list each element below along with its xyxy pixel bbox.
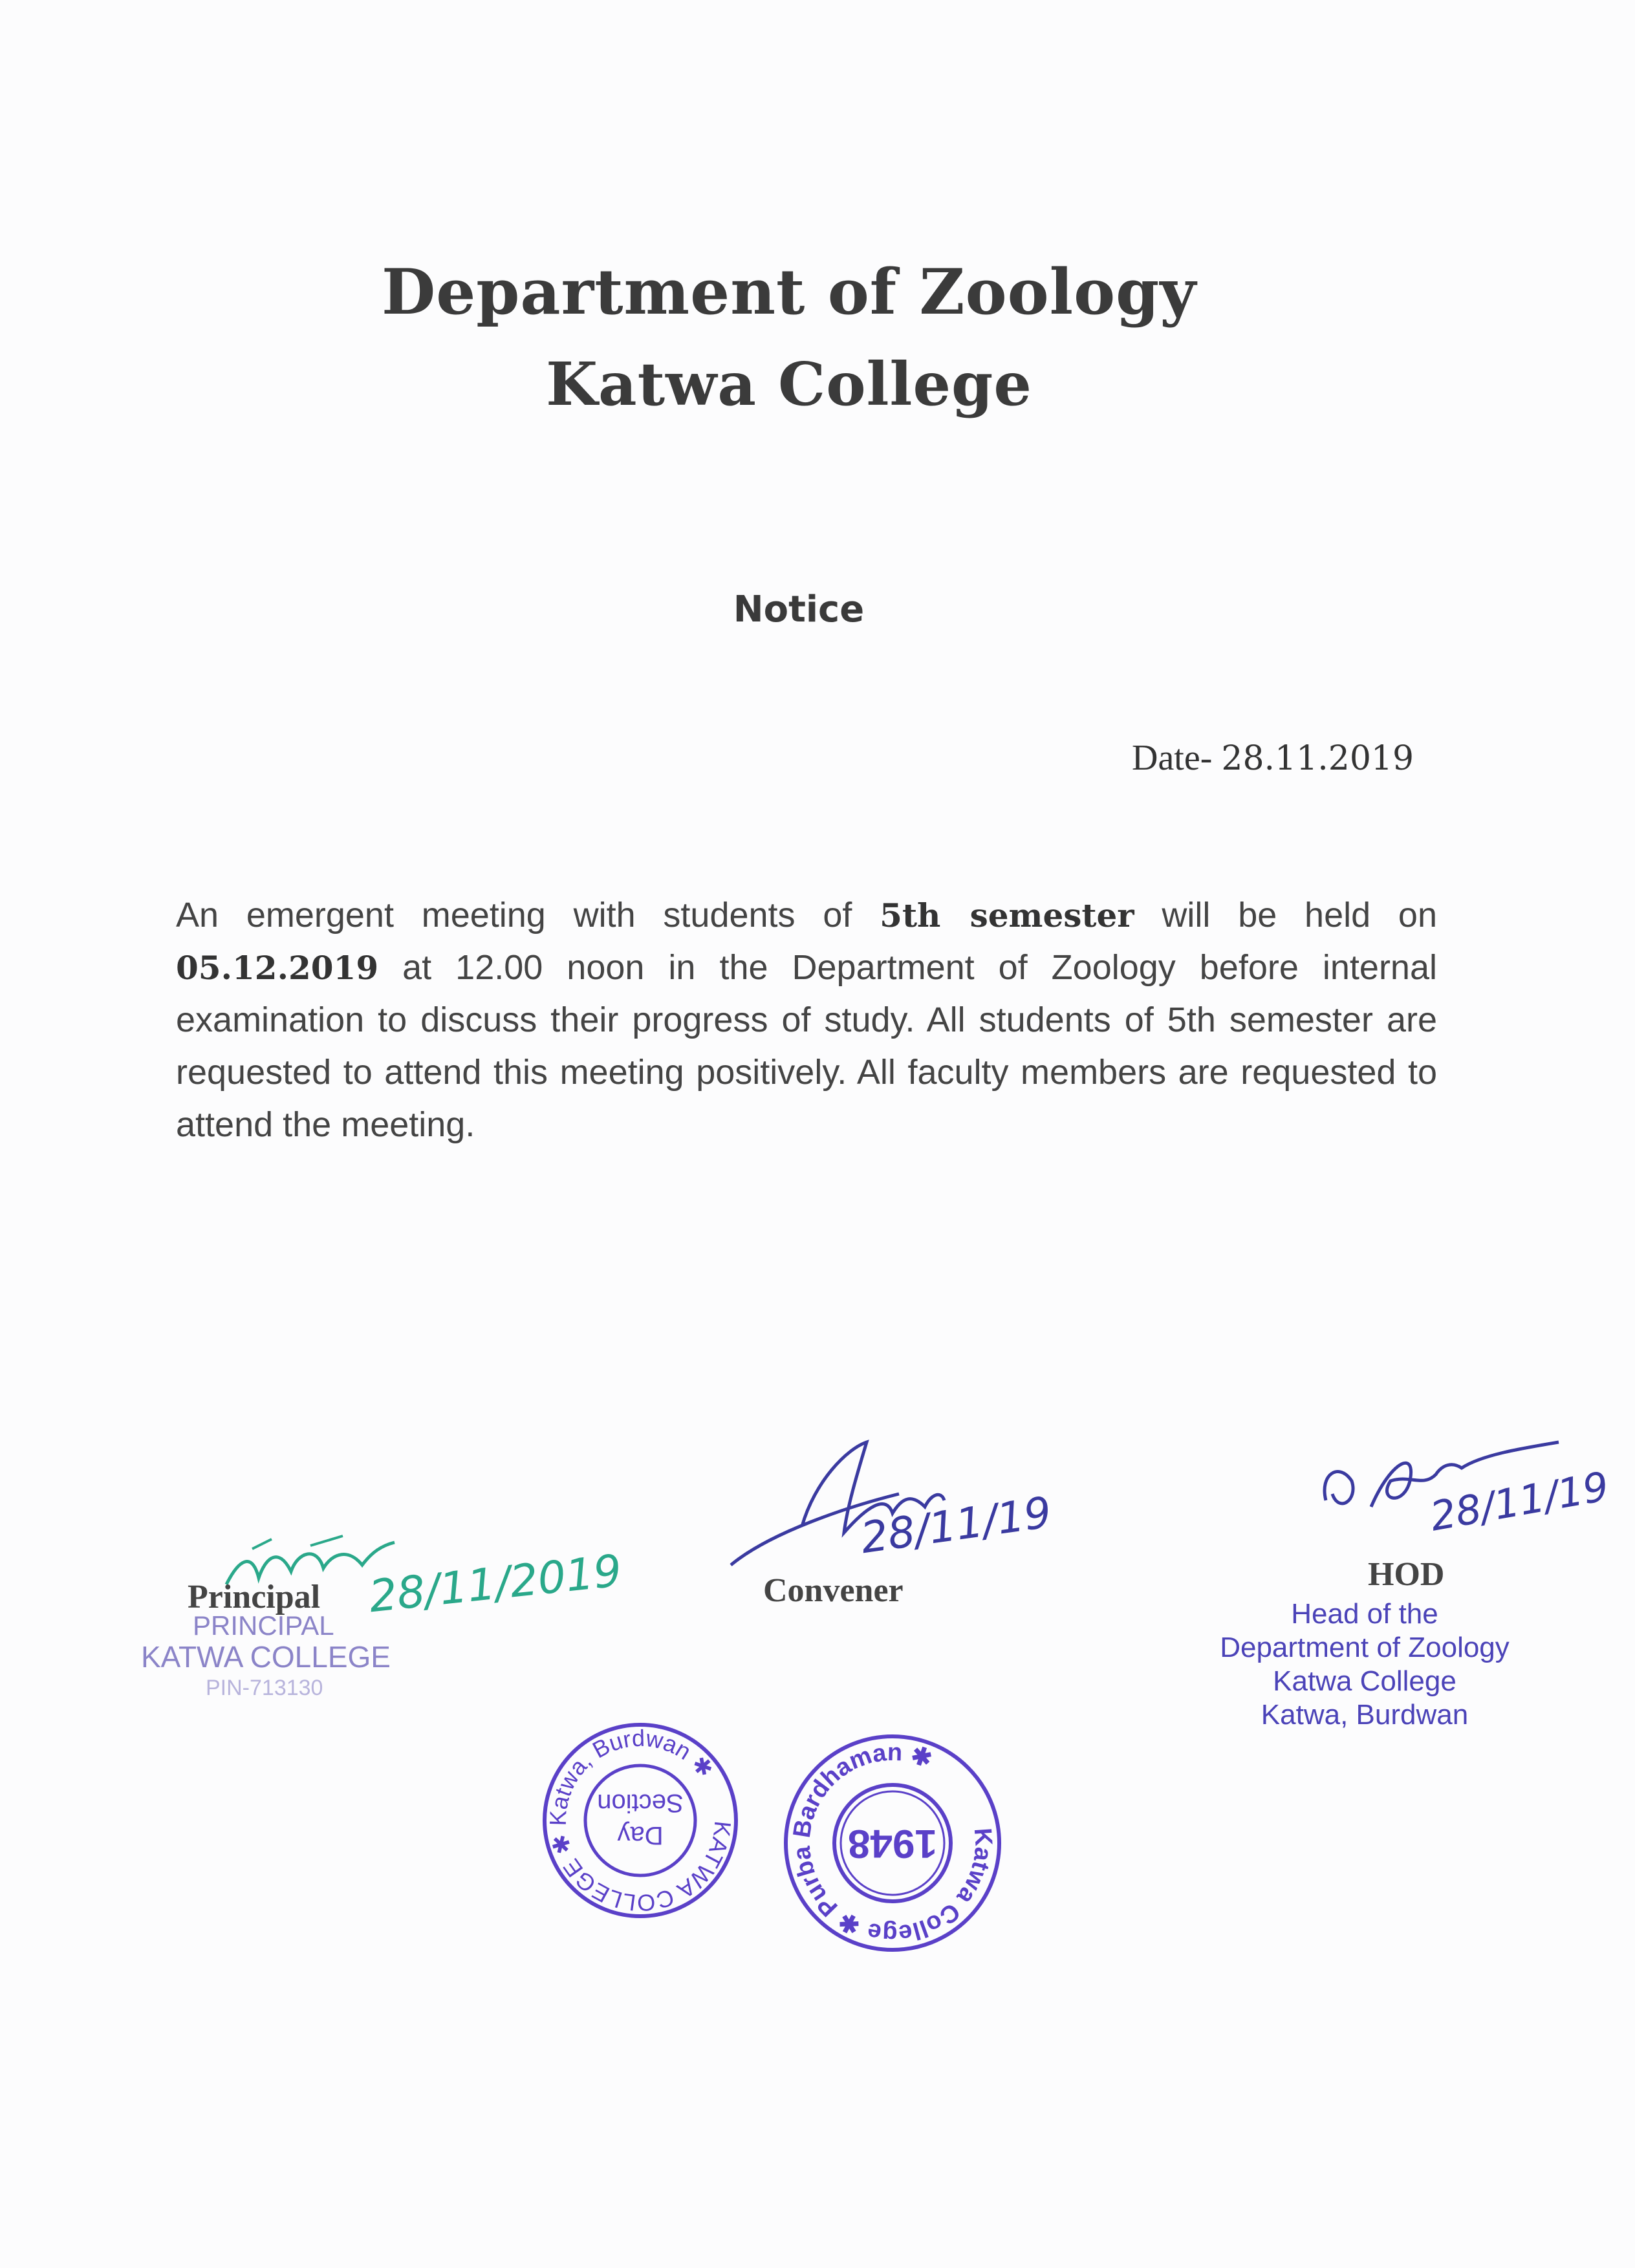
- college-title: Katwa College: [546, 349, 1032, 419]
- seal-right-ring-text: Katwa College ✱ Purba Bardhaman ✱: [788, 1738, 997, 1948]
- hod-stamp-line1: Head of the: [1291, 1598, 1438, 1630]
- hod-stamp-line2: Department of Zoology: [1220, 1632, 1510, 1663]
- body-meeting-date: 05.12.2019: [176, 949, 379, 987]
- convener-label: Convener: [763, 1572, 904, 1609]
- hod-label: HOD: [1368, 1556, 1445, 1593]
- seal-right-year: 1948: [848, 1821, 937, 1866]
- hod-stamp: [1190, 1597, 1539, 1732]
- body-semester: 5th semester: [880, 896, 1134, 934]
- hod-stamp-line4: Katwa, Burdwan: [1261, 1699, 1469, 1731]
- principal-stamp: [141, 1610, 391, 1703]
- notice-body: [176, 889, 1437, 1151]
- principal-stamp-line1: PRINCIPAL: [193, 1610, 334, 1641]
- body-text-1: An emergent meeting with students of: [176, 896, 880, 934]
- body-text-2: will be held on: [1134, 896, 1437, 934]
- convener-handwritten-date: 28/11/19: [858, 1487, 1055, 1564]
- principal-label: Principal: [188, 1579, 321, 1615]
- date-value: 28.11.2019: [1221, 739, 1414, 778]
- principal-stamp-line3: PIN-713130: [206, 1676, 323, 1700]
- principal-handwritten-date: 28/11/2019: [366, 1545, 624, 1623]
- hod-handwritten-date: 28/11/19: [1426, 1462, 1612, 1540]
- date-label: Date-: [1132, 738, 1213, 778]
- department-title: Department of Zoology: [381, 255, 1197, 329]
- principal-stamp-line2: KATWA COLLEGE: [141, 1640, 391, 1674]
- hod-stamp-line3: Katwa College: [1273, 1665, 1456, 1697]
- seal-left-ring-text: KATWA COLLEGE ✱ Katwa, Burdwan ✱: [544, 1724, 737, 1917]
- seal-college-1948: [779, 1730, 1006, 1956]
- seal-left-center-line1: Day: [617, 1821, 664, 1850]
- notice-heading: Notice: [733, 589, 865, 631]
- seal-left-center-line2: Section: [597, 1789, 684, 1817]
- seal-day-section: [540, 1720, 741, 1921]
- notice-date: [1132, 737, 1414, 779]
- body-text-3: at 12.00 noon in the Department of Zoology before internal examination to discuss their progress of study. All students of 5th semester are requested to attend this meeting positively. All faculty members are requested to attend the meeting.: [176, 948, 1437, 1144]
